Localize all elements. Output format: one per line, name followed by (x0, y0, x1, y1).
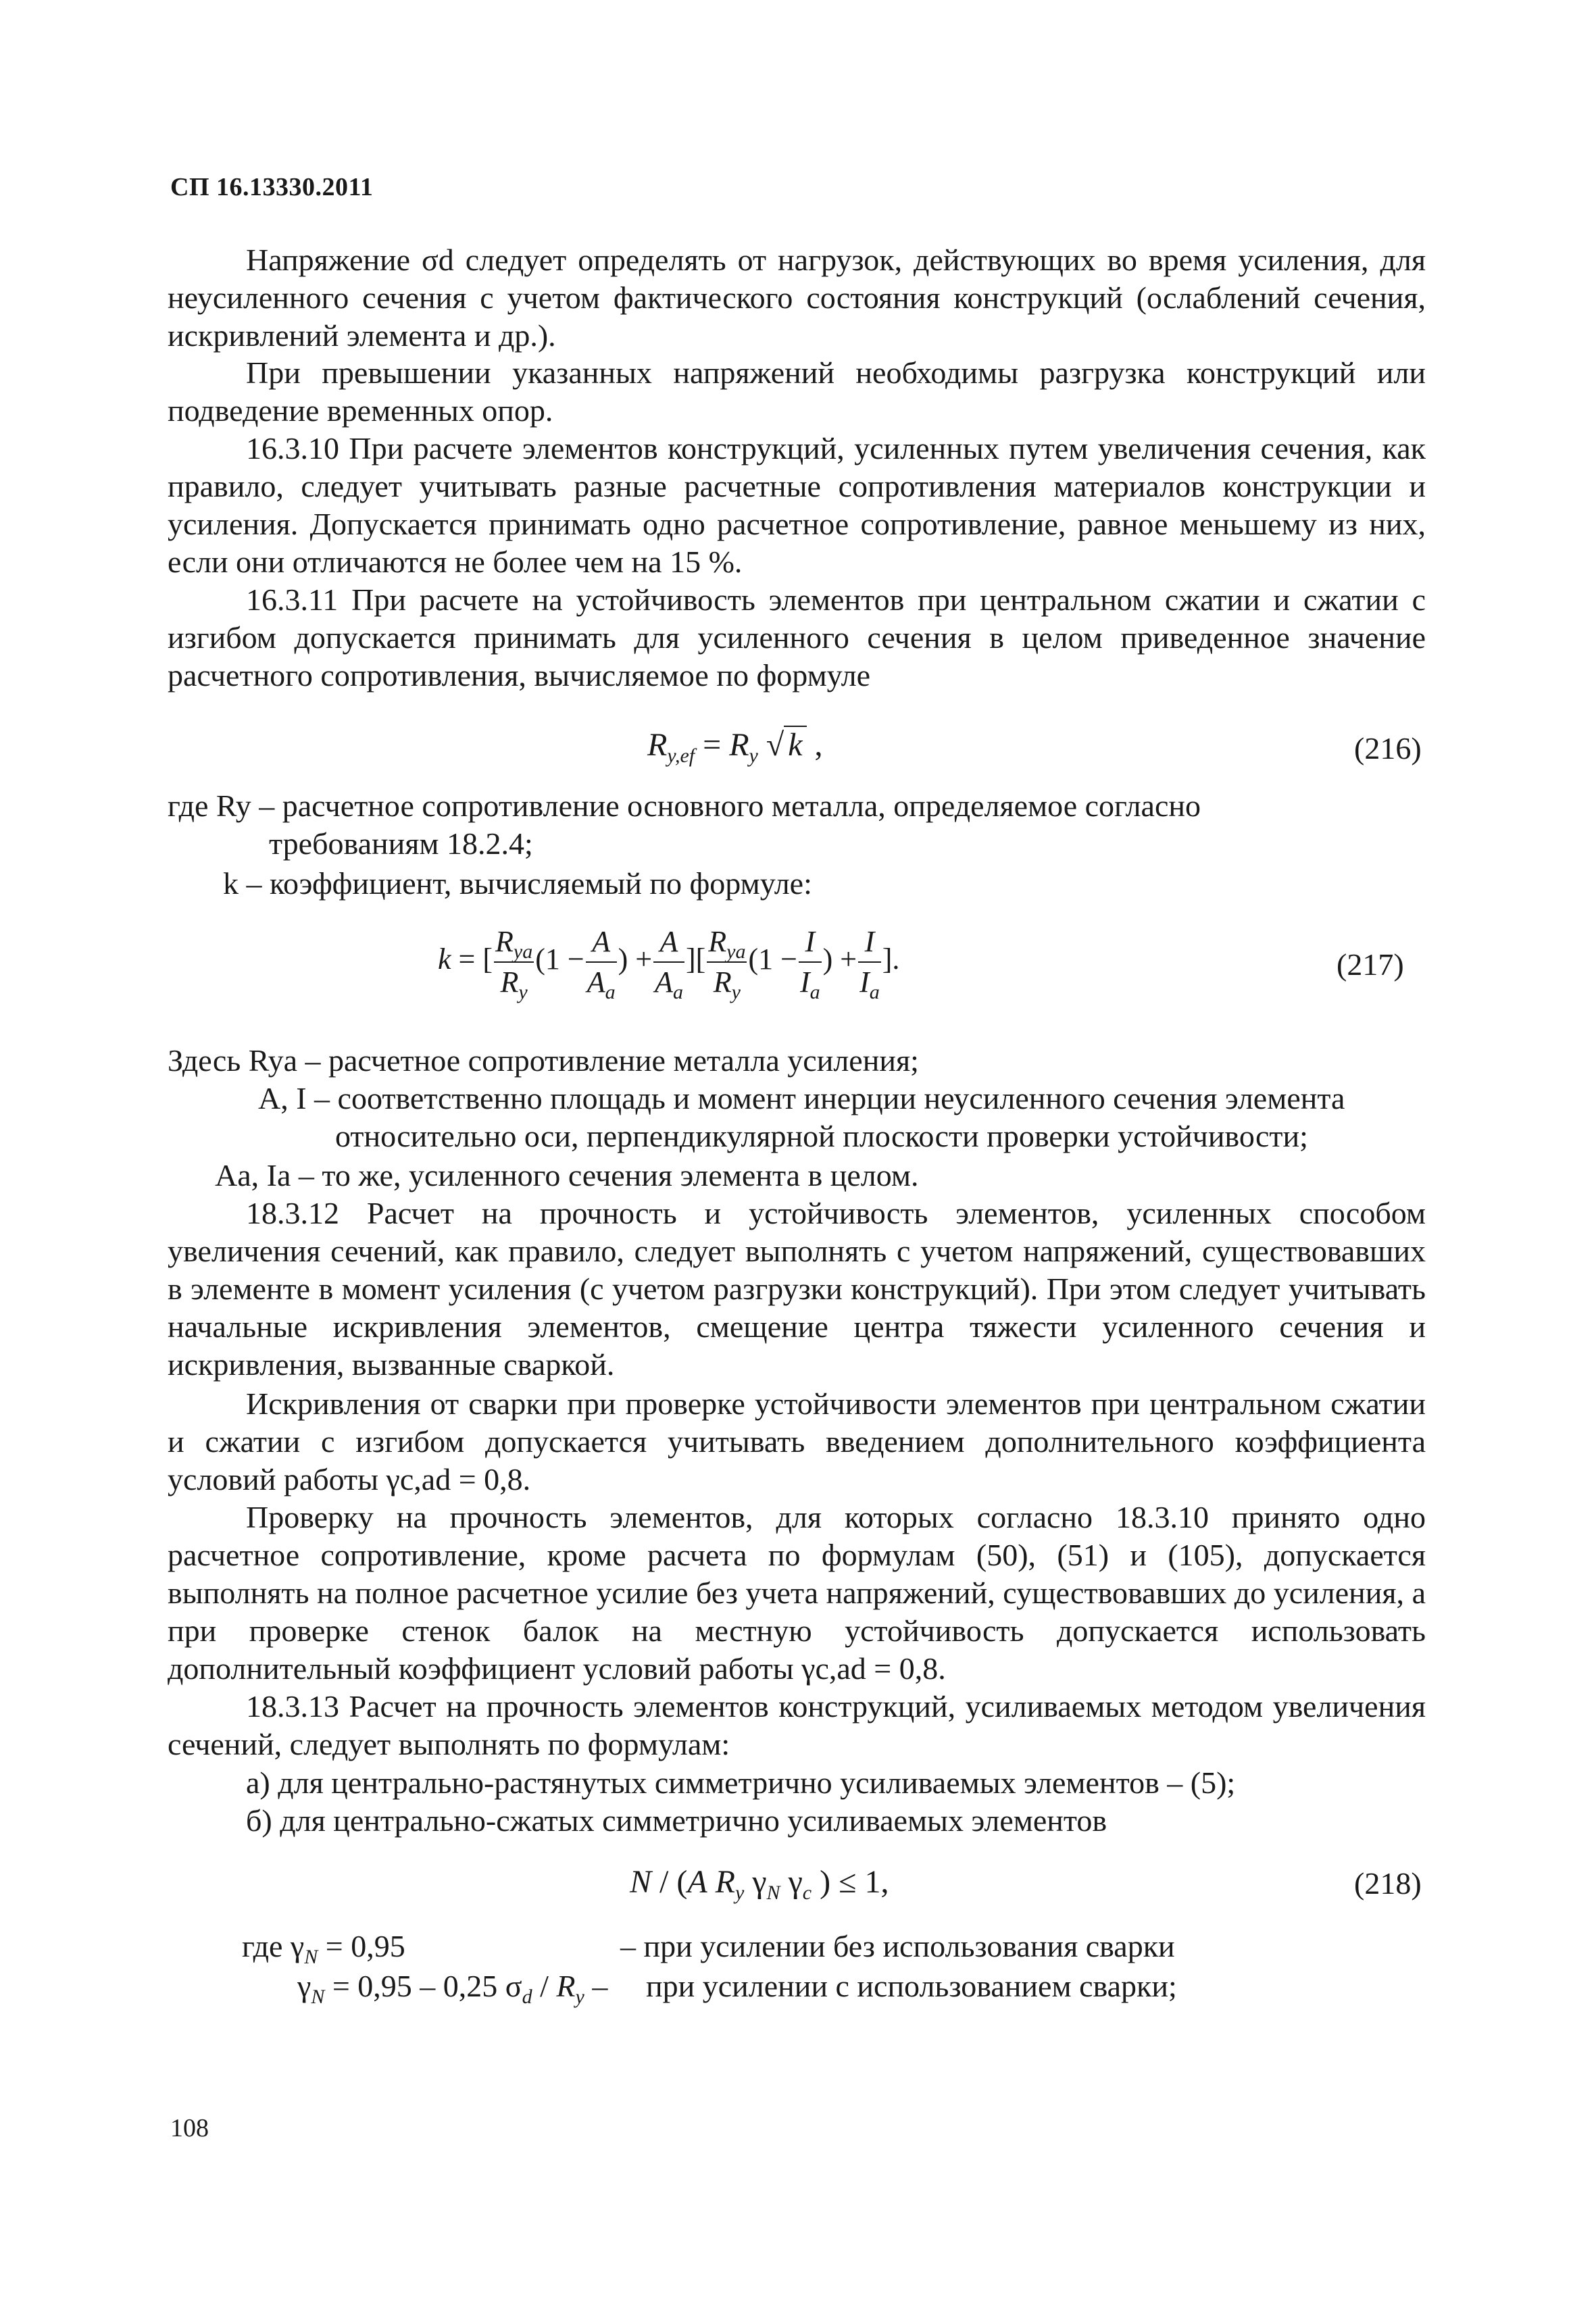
paragraph-16-3-10 (168, 430, 1426, 581)
gamma-def-2-left: $\gamma_N = 0,95 - 0,25$ $\sigma_d / R_y$ – (297, 1969, 608, 2008)
equation-number-218: (218) (1354, 1866, 1422, 1901)
formula-216: $R_{y,ef} = R_y$ √ k , (647, 727, 823, 767)
gamma-def-1-left: где $\gamma_N = 0,95$ (242, 1929, 405, 1968)
equation-number-216: (216) (1354, 731, 1422, 765)
definition-a-i-continued: относительно оси, перпендикулярной плоскости проверки устойчивости; (335, 1119, 1308, 1153)
paragraph-text: 18.3.13 Расчет на прочность элементов конструкций, усиливаемых методом увеличения сечений, следует выполнять по формулам: (168, 1689, 1426, 1761)
paragraph-18-3-12 (168, 1194, 1426, 1384)
paragraph-text: 16.3.10 При расчете элементов конструкций, усиленных путем увеличения сечения, как правило, следует учитывать разные расчетные сопротивления материалов конструкции и усиления. Допускается принимать одно расчетное сопротивление, равное меньшему из них, если они отличаются не более чем на 15 %. (168, 431, 1426, 579)
paragraph-text: Искривления от сварки при проверке устойчивости элементов при центральном сжатии и сжатии с изгибом допускается учитывать введением дополнительного коэффициента условий работы γc,ad = 0,8. (168, 1386, 1426, 1496)
gamma-def-1-right: – при усилении без использования сварки (620, 1929, 1175, 1963)
definition-k: k – коэффициент, вычисляемый по формуле: (223, 866, 812, 901)
paragraph-welding (168, 1385, 1426, 1499)
paragraph-16-3-11 (168, 581, 1426, 695)
formula-217: k = [ $\frac{R_{ya}}{R_y}$ (1 − $\frac{A}{A_a}$ ) + $\frac{A}{A_a}$ ][ $\frac{R_{ya}}{R_y}$ (1 − $\frac{I}{I_a}$ ) + $\frac{I}{I_a}$ ]. (438, 922, 899, 1002)
definition-ry: где Ry – расчетное сопротивление основного металла, определяемое согласно (168, 788, 1201, 823)
list-item-b: б) для центрально-сжатых симметрично усиливаемых элементов (246, 1803, 1107, 1838)
paragraph-strength-check (168, 1499, 1426, 1688)
paragraph-stress (168, 241, 1426, 355)
paragraph-18-3-13 (168, 1688, 1426, 1763)
list-item-a: а) для центрально-растянутых симметрично усиливаемых элементов – (5); (246, 1765, 1236, 1800)
gamma-def-2-right: при усилении с использованием сварки; (646, 1969, 1177, 2003)
paragraph-text: 16.3.11 При расчете на устойчивость элементов при центральном сжатии и сжатии с изгибом допускается принимать для усиленного сечения в целом приведенное значение расчетного сопротивления, вычисляемое по формуле (168, 582, 1426, 693)
definition-ry-continued: требованиям 18.2.4; (269, 826, 533, 861)
definition-aa-ia: Aa, Ia – то же, усиленного сечения элемента в целом. (215, 1158, 919, 1192)
formula-218: N / (A $R_y$ $\gamma_N$ $\gamma_c$ ) ≤ 1, (630, 1864, 889, 1904)
document-code: СП 16.13330.2011 (170, 173, 374, 201)
paragraph-text: Напряжение σd следует определять от нагрузок, действующих во время усиления, для неусиленного сечения с учетом фактического состояния конструкций (ослаблений сечения, искривлений элемента и др.). (168, 243, 1426, 353)
page-number: 108 (170, 2114, 209, 2142)
definition-a-i: A, I – соответственно площадь и момент инерции неусиленного сечения элемента (258, 1081, 1345, 1115)
definition-rya: Здесь Rya – расчетное сопротивление металла усиления; (168, 1043, 919, 1078)
paragraph-text: Проверку на прочность элементов, для которых согласно 18.3.10 принято одно расчетное сопротивление, кроме расчета по формулам (50), (51) и (105), допускается выполнять на полное расчетное усилие без учета напряжений, существовавших до усиления, а при проверке стенок балок на местную устойчивость допускается использовать дополнительный коэффициент условий работы γc,ad = 0,8. (168, 1500, 1426, 1686)
equation-number-217: (217) (1337, 947, 1404, 982)
paragraph-unloading (168, 354, 1426, 430)
paragraph-text: 18.3.12 Расчет на прочность и устойчивость элементов, усиленных способом увеличения сечений, как правило, следует выполнять с учетом напряжений, существовавших в элементе в момент усиления (с учетом разгрузки конструкций). При этом следует учитывать начальные искривления элементов, смещение центра тяжести усиленного сечения и искривления, вызванные сваркой. (168, 1196, 1426, 1382)
paragraph-text: При превышении указанных напряжений необходимы разгрузка конструкций или подведение временных опор. (168, 355, 1426, 428)
